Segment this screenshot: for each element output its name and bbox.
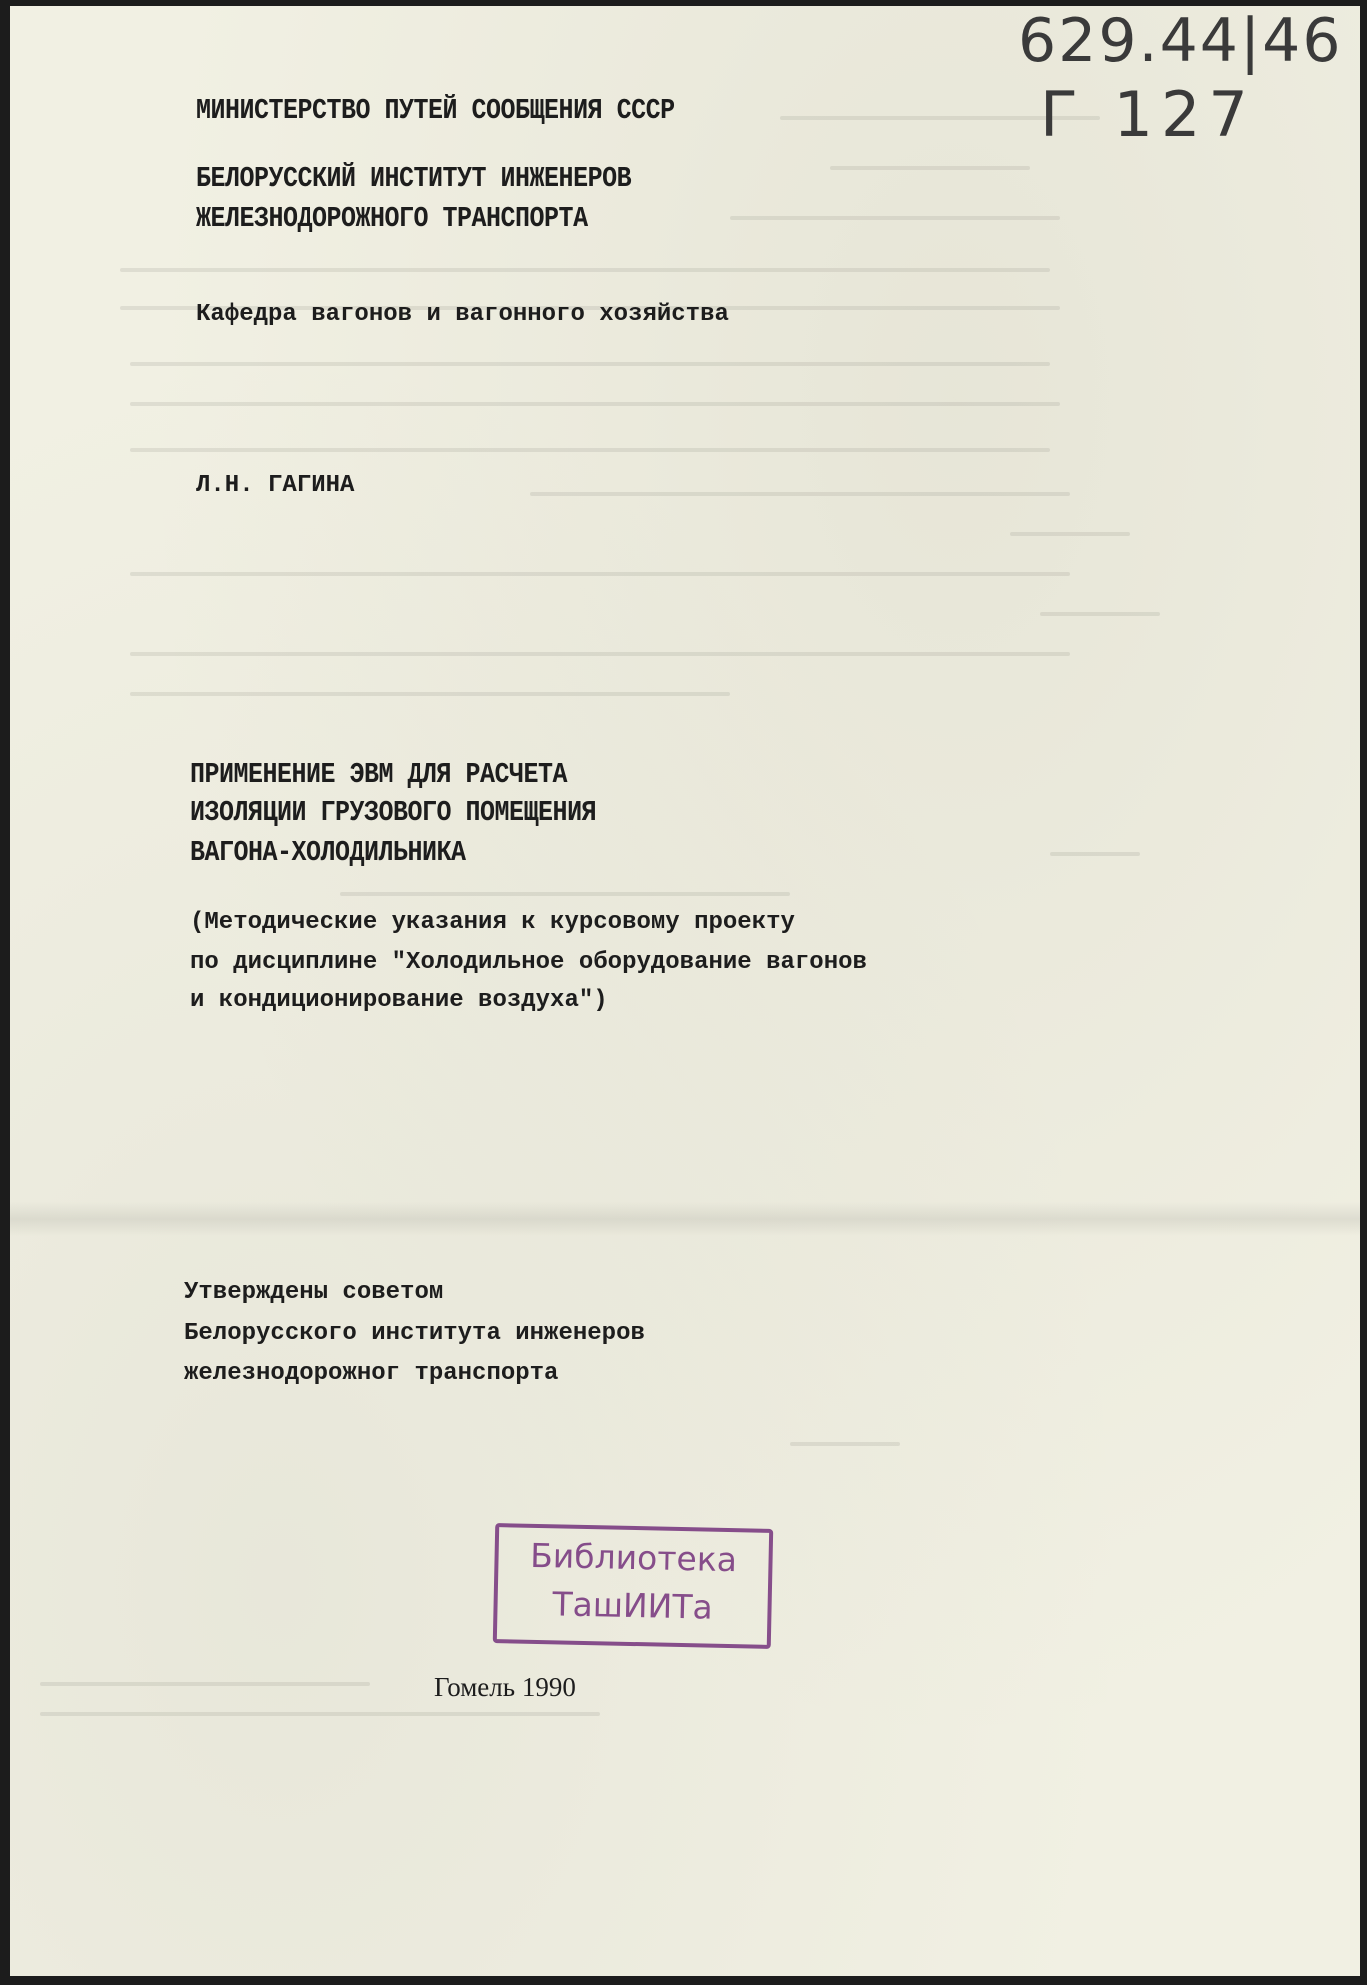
approval-line-2: Белорусского института инженеров xyxy=(184,1320,645,1347)
author-name: Л.Н. ГАГИНА xyxy=(196,472,355,499)
title-line-2: ИЗОЛЯЦИИ ГРУЗОВОГО ПОМЕЩЕНИЯ xyxy=(190,796,597,830)
library-stamp xyxy=(493,1523,773,1649)
institute-heading-line-1: БЕЛОРУССКИЙ ИНСТИТУТ ИНЖЕНЕРОВ xyxy=(196,162,632,196)
show-through-line xyxy=(130,448,1050,452)
institute-heading-line-2: ЖЕЛЕЗНОДОРОЖНОГО ТРАНСПОРТА xyxy=(196,202,588,236)
show-through-line xyxy=(1040,612,1160,616)
show-through-line xyxy=(130,362,1050,366)
show-through-line xyxy=(1050,852,1140,856)
handwritten-code: Г 127 xyxy=(1040,78,1256,151)
place-and-year: Гомель 1990 xyxy=(434,1672,576,1702)
page-fold xyxy=(10,1202,1360,1236)
show-through-line xyxy=(1010,532,1130,536)
subtitle-line-1: (Методические указания к курсовому проекту xyxy=(190,909,795,936)
show-through-line xyxy=(130,572,1070,576)
subtitle-line-3: и кондиционирование воздуха") xyxy=(190,987,608,1014)
stamp-line-1: Библиотека xyxy=(529,1535,738,1580)
show-through-line xyxy=(530,492,1070,496)
subtitle-line-2: по дисциплине "Холодильное оборудование вагонов xyxy=(190,949,867,976)
approval-line-3: железнодорожног транспорта xyxy=(184,1360,559,1387)
show-through-line xyxy=(40,1712,600,1716)
show-through-line xyxy=(730,216,1060,220)
show-through-line xyxy=(340,892,790,896)
ministry-heading: МИНИСТЕРСТВО ПУТЕЙ СООБЩЕНИЯ СССР xyxy=(196,94,675,128)
title-line-1: ПРИМЕНЕНИЕ ЭВМ ДЛЯ РАСЧЕТА xyxy=(190,758,568,792)
show-through-line xyxy=(790,1442,900,1446)
show-through-line xyxy=(830,166,1030,170)
department-name: Кафедра вагонов и вагонного хозяйства xyxy=(196,301,729,328)
handwritten-classification: 629.44|46 xyxy=(1018,6,1343,76)
approval-line-1: Утверждены советом xyxy=(184,1279,444,1306)
show-through-line xyxy=(40,1682,370,1686)
show-through-line xyxy=(130,402,1060,406)
document-page xyxy=(10,6,1360,1976)
title-line-3: ВАГОНА-ХОЛОДИЛЬНИКА xyxy=(190,836,466,870)
stamp-line-2: ТашИИТа xyxy=(552,1584,714,1627)
show-through-line xyxy=(130,652,1070,656)
show-through-line xyxy=(130,692,730,696)
show-through-line xyxy=(120,268,1050,272)
